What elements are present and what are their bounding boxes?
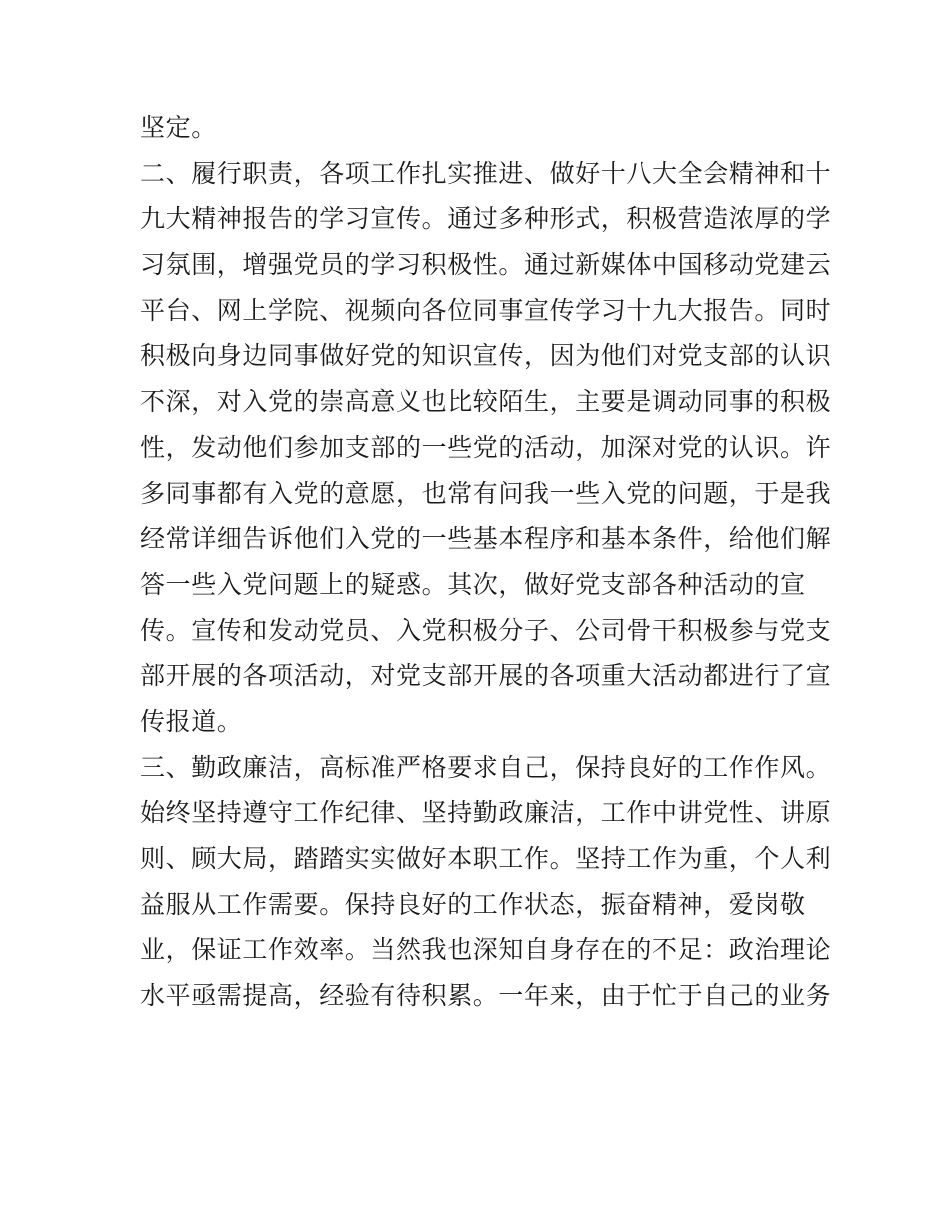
- text-line: 三、勤政廉洁，高标准严格要求自己，保持良好的工作作风。: [140, 752, 832, 782]
- text-line: 坚定。: [140, 113, 217, 142]
- text-line: 经常详细告诉他们入党的一些基本程序和基本条件，给他们解: [140, 524, 832, 554]
- text-line: 答一些入党问题上的疑惑。其次，做好党支部各种活动的宣: [140, 569, 806, 599]
- text-line: 业，保证工作效率。当然我也深知自身存在的不足：政治理论: [140, 935, 832, 965]
- text-line: 平台、网上学院、视频向各位同事宣传学习十九大报告。同时: [140, 295, 832, 325]
- text-line: 不深，对入党的崇高意义也比较陌生，主要是调动同事的积极: [140, 387, 832, 417]
- text-line: 传。宣传和发动党员、入党积极分子、公司骨干积极参与党支: [140, 615, 832, 645]
- text-line: 始终坚持遵守工作纪律、坚持勤政廉洁，工作中讲党性、讲原: [140, 798, 832, 828]
- body-text: [140, 110, 830, 1024]
- text-line: 九大精神报告的学习宣传。通过多种形式，积极营造浓厚的学: [140, 204, 832, 234]
- text-line: 传报道。: [140, 706, 243, 736]
- text-line: 习氛围，增强党员的学习积极性。通过新媒体中国移动党建云: [140, 250, 832, 280]
- text-line: 积极向身边同事做好党的知识宣传，因为他们对党支部的认识: [140, 341, 832, 371]
- text-line: 性，发动他们参加支部的一些党的活动，加深对党的认识。许: [140, 432, 832, 462]
- text-line: 则、顾大局，踏踏实实做好本职工作。坚持工作为重，个人利: [140, 844, 832, 873]
- text-line: 部开展的各项活动，对党支部开展的各项重大活动都进行了宣: [140, 661, 832, 691]
- text-line: 多同事都有入党的意愿，也常有问我一些入党的问题，于是我: [140, 478, 832, 508]
- text-line: 水平亟需提高，经验有待积累。一年来，由于忙于自己的业务: [140, 981, 832, 1011]
- text-line: 二、履行职责，各项工作扎实推进、做好十八大全会精神和十: [140, 158, 832, 188]
- text-line: 益服从工作需要。保持良好的工作状态，振奋精神，爱岗敬: [140, 889, 806, 919]
